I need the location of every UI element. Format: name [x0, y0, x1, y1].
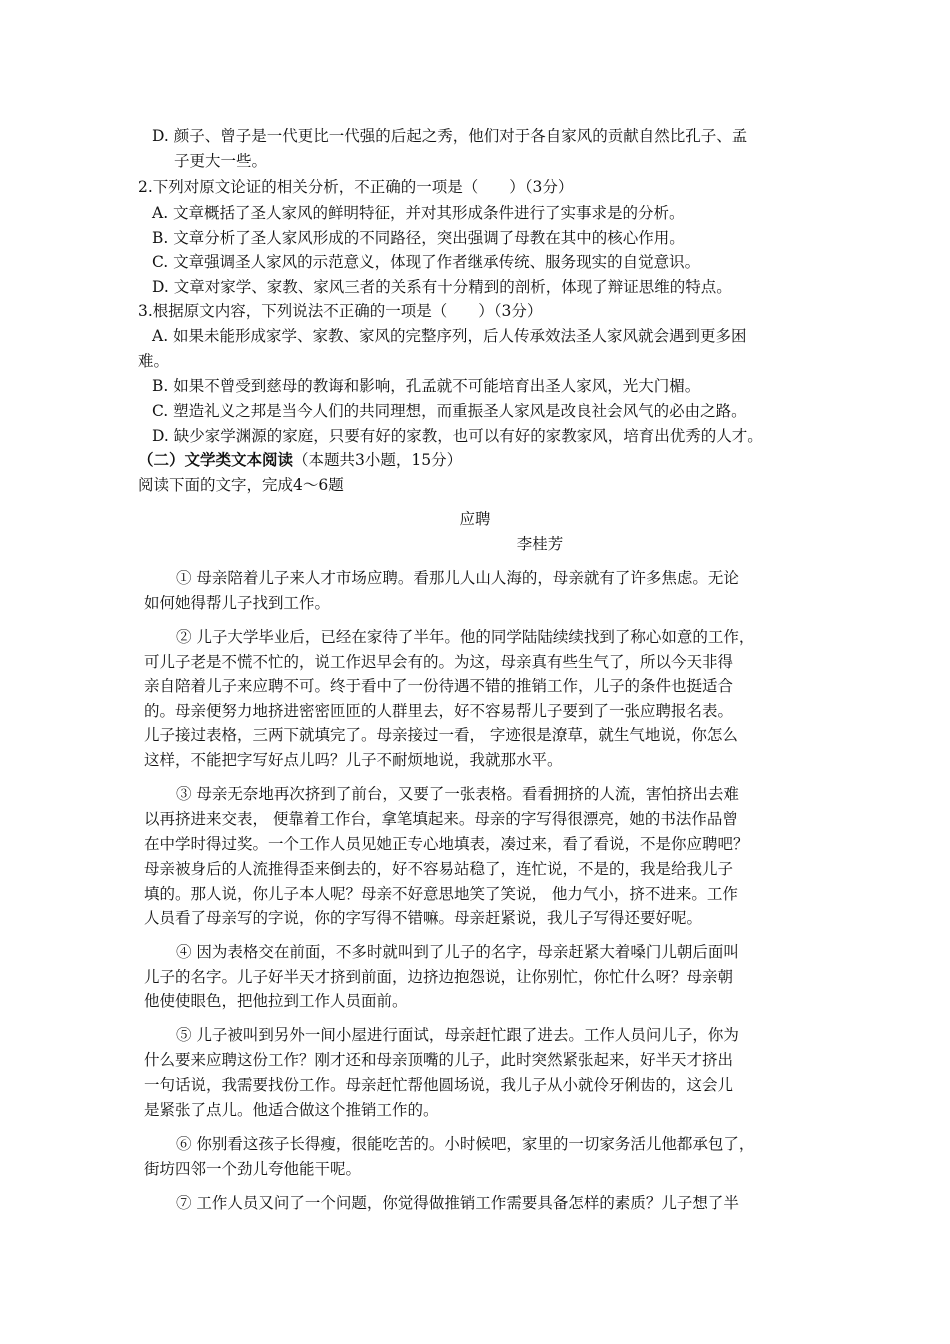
- q3-stem: 3.根据原文内容，下列说法不正确的一项是（ ）（3分）: [138, 302, 543, 320]
- q3-option-b: B. 如果不曾受到慈母的教诲和影响，孔孟就不可能培育出圣人家风，光大门楣。: [152, 377, 701, 395]
- paragraph-7-line-1: ⑦ 工作人员又问了一个问题，你觉得做推销工作需要具备怎样的素质？儿子想了半: [176, 1194, 739, 1212]
- paragraph-2-line-5: 儿子接过表格，三两下就填完了。母亲接过一看， 字迹很是潦草，就生气地说，你怎么: [144, 726, 738, 744]
- q3-option-a-line-1: A. 如果未能形成家学、家教、家风的完整序列，后人传承效法圣人家风就会遇到更多困: [152, 327, 747, 345]
- q2-option-b: B. 文章分析了圣人家风形成的不同路径，突出强调了母教在其中的核心作用。: [152, 229, 685, 247]
- paragraph-3-line-4: 母亲被身后的人流推得歪来倒去的，好不容易站稳了，连忙说，不是的，我是给我儿子: [144, 860, 734, 878]
- paragraph-3-line-2: 以再挤进来交表， 便靠着工作台，拿笔填起来。母亲的字写得很漂亮，她的书法作品曾: [144, 810, 738, 828]
- paragraph-6-line-1: ⑥ 你别看这孩子长得瘦，很能吃苦的。小时候吧，家里的一切家务活儿他都承包了，: [176, 1135, 755, 1153]
- q2-option-d: D. 文章对家学、家教、家风三者的关系有十分精到的剖析，体现了辩证思维的特点。: [152, 278, 732, 296]
- q2-stem: 2.下列对原文论证的相关分析，不正确的一项是（ ）（3分）: [138, 178, 574, 196]
- story-title: 应聘: [459, 510, 491, 528]
- section-heading: [138, 447, 462, 473]
- q1-option-d-line-2: 子更大一些。: [174, 152, 268, 170]
- paragraph-5-line-2: 什么要来应聘这份工作？刚才还和母亲顶嘴的儿子，此时突然紧张起来，好半天才挤出: [144, 1051, 734, 1069]
- section-heading-bold: （二）文学类文本阅读: [138, 450, 294, 469]
- paragraph-2-line-1: ② 儿子大学毕业后，已经在家待了半年。他的同学陆陆续续找到了称心如意的工作，: [176, 628, 755, 646]
- paragraph-4-line-2: 儿子的名字。儿子好半天才挤到前面，边挤边抱怨说，让你别忙，你忙什么呀？母亲朝: [144, 968, 734, 986]
- paragraph-4-line-3: 他使使眼色，把他拉到工作人员面前。: [144, 992, 408, 1010]
- paragraph-5-line-3: 一句话说，我需要找份工作。母亲赶忙帮他圆场说，我儿子从小就伶牙俐齿的，这会儿: [144, 1076, 734, 1094]
- paragraph-3-line-6: 人员看了母亲写的字说，你的字写得不错嘛。母亲赶紧说，我儿子写得还要好呢。: [144, 909, 703, 927]
- q1-option-d-line-1: D. 颜子、曾子是一代更比一代强的后起之秀，他们对于各自家风的贡献自然比孔子、孟: [152, 127, 748, 145]
- paragraph-3-line-3: 在中学时得过奖。一个工作人员见她正专心地填表，凑过来，看了看说，不是你应聘吧？: [144, 835, 749, 853]
- story-author: 李桂芳: [516, 535, 564, 553]
- q2-option-a: A. 文章概括了圣人家风的鲜明特征，并对其形成条件进行了实事求是的分析。: [152, 204, 685, 222]
- paragraph-2-line-2: 可儿子老是不慌不忙的，说工作迟早会有的。为这，母亲真有些生气了，所以今天非得: [144, 653, 734, 671]
- paragraph-2-line-3: 亲自陪着儿子来应聘不可。终于看中了一份待遇不错的推销工作，儿子的条件也挺适合: [144, 677, 734, 695]
- paragraph-2-line-4: 的。母亲便努力地挤进密密匝匝的人群里去，好不容易帮儿子要到了一张应聘报名表。: [144, 702, 734, 720]
- q3-option-a-line-2: 难。: [138, 352, 170, 370]
- section-heading-rest: （本题共3小题，15分）: [293, 451, 463, 469]
- section-instruction: 阅读下面的文字，完成4～6题: [138, 476, 344, 494]
- paragraph-5-line-1: ⑤ 儿子被叫到另外一间小屋进行面试，母亲赶忙跟了进去。工作人员问儿子，你为: [176, 1026, 739, 1044]
- paragraph-1-line-2: 如何她得帮儿子找到工作。: [144, 594, 331, 612]
- paragraph-1-line-1: ① 母亲陪着儿子来人才市场应聘。看那儿人山人海的，母亲就有了许多焦虑。无论: [176, 569, 739, 587]
- paragraph-2-line-6: 这样，不能把字写好点儿吗？儿子不耐烦地说，我就那水平。: [144, 751, 563, 769]
- q3-option-c: C. 塑造礼义之邦是当今人们的共同理想，而重振圣人家风是改良社会风气的必由之路。: [152, 402, 747, 420]
- paragraph-4-line-1: ④ 因为表格交在前面，不多时就叫到了儿子的名字，母亲赶紧大着嗓门儿朝后面叫: [176, 943, 739, 961]
- paragraph-6-line-2: 街坊四邻一个劲儿夸他能干呢。: [144, 1160, 362, 1178]
- q3-option-d: D. 缺少家学渊源的家庭，只要有好的家教，也可以有好的家教家风，培育出优秀的人才。: [152, 427, 763, 445]
- paragraph-3-line-5: 填的。那人说，你儿子本人呢？母亲不好意思地笑了笑说， 他力气小，挤不进来。工作: [144, 885, 738, 903]
- q2-option-c: C. 文章强调圣人家风的示范意义，体现了作者继承传统、服务现实的自觉意识。: [152, 253, 701, 271]
- paragraph-5-line-4: 是紧张了点儿。他适合做这个推销工作的。: [144, 1101, 439, 1119]
- paragraph-3-line-1: ③ 母亲无奈地再次挤到了前台，又要了一张表格。看看拥挤的人流，害怕挤出去难: [176, 785, 739, 803]
